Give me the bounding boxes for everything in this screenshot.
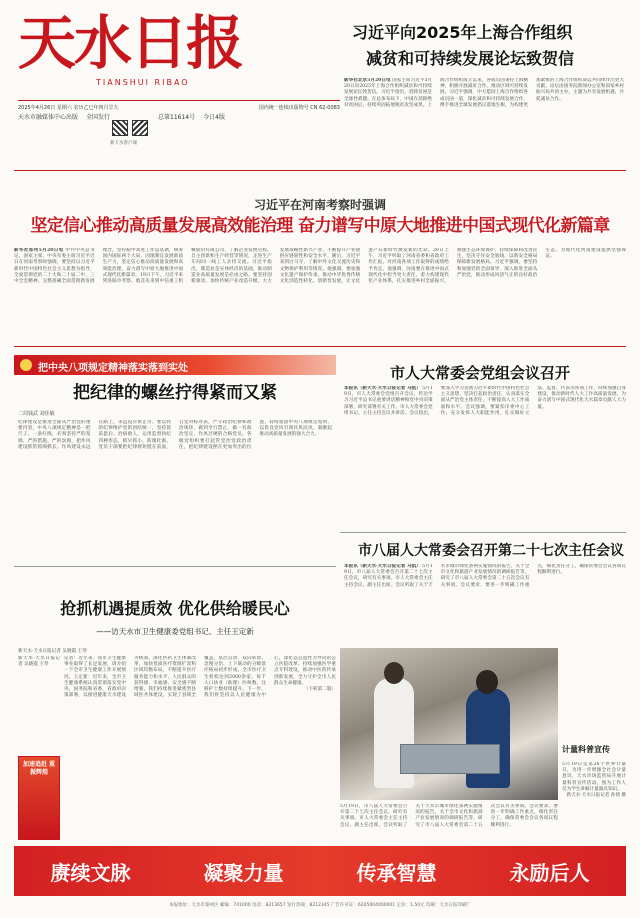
banner-headline: 把纪律的螺丝拧得紧而又紧 xyxy=(73,383,277,403)
left-promo-text: 加速追赶 重振辉煌 xyxy=(22,761,56,776)
cn-code: 国内统一连续出版物号 CN 62-0083 xyxy=(258,105,340,111)
issue-number: 总第11614号 xyxy=(158,114,196,121)
session-body xyxy=(344,564,626,646)
top-story-dateline: 新华社北京5月20日电 xyxy=(344,78,391,83)
slogan-item: 赓续文脉 xyxy=(50,860,131,885)
slogan-item: 凝聚力量 xyxy=(203,860,284,885)
health-body-left xyxy=(18,656,60,752)
top-story-headline xyxy=(352,22,622,70)
health-continued: （下转第二版） xyxy=(303,687,336,693)
slogan-item: 永励后人 xyxy=(509,860,590,885)
photo-caption-text: 5月19日是第26个世界计量日，为进一步增强全社会计量意识，天水市场监管局开展计量科普宣传活动。图为工作人员为学生讲解计量器具知识。 xyxy=(562,762,626,792)
health-text-left: 新天水·天水日报记者 吴晓霞 王琴 xyxy=(18,656,60,668)
session-text-continued: 5月19日，市八届人大常委会召开第二十七次主任会议，研究有关事项。市人大常委会主任主持会议，副主任出席。会议听取了关于天水市城市绿化条例实施情况的报告，关于全市文化和旅游产业发展情况的调研报告等，研究了市八届人大常委会第二十五次会议有关事项。会议要求，要进一步明确工作重点，细化责任分工，确保常委会会议各项议程顺利进行。 xyxy=(340,804,558,828)
banner-body: 纪律建设是推进全面从严治党的重要内容，中央八项规定精神是一把尺子、一条红线，必须坚持严的基调、严的措施、严的氛围，把作风建设抓常抓细抓长。作风建设永远在路上，永远没有休止符。要以铁的纪律维护党的团结统一，坚持惩前毖后、治病救人，运用监督执纪四种形态，抓早抓小、防微杜渐。党员干部要把纪律规矩挺在前面，自觉对标对表，严守政治纪律和政治规矩，做到令行禁止，做一名政治坚定、作风过硬的合格党员。各级党组织要扛起管党治党政治责任，把纪律建设摆在更加突出的位置，持续加固中央八项规定堤坝，以优良党风引领社风民风，凝聚起推动高质量发展的强大合力。 xyxy=(18,420,332,450)
session-text: 5月19日，市八届人大常委会召开第二十七次主任会议，研究有关事项。市人大常委会主任主持会议，副主任出席。会议听取了关于天水市城市绿化条例实施情况的报告，关于全市文化和旅游产业发展情况的调研报告等，研究了市八届人大常委会第二十五次会议有关事项。会议要求，要进一步明确工作重点，细化责任分工，确保常委会会议各项议程顺利进行。 xyxy=(344,564,626,588)
page-count: 今日4版 xyxy=(203,114,225,121)
photo-figure-person xyxy=(476,670,498,694)
masthead-pinyin: TIANSHUI RIBAO xyxy=(96,78,190,87)
standing-body xyxy=(344,386,626,528)
photo-caption-body xyxy=(562,762,626,838)
lead-text: 中共中央总书记、国家主席、中央军委主席习近平近日在河南考察时强调，要坚持以习近平新时代中国特色社会主义思想为指导，全面贯彻党的二十大和二十届二中、三中全会精神，完整准确全面贯彻新发展理念，坚持稳中求进工作总基调，统筹国内国际两个大局，因地制宜发展新质生产力，坚定信心推动高质量发展和高效能治理，奋力谱写中原大地推进中国式现代化新篇章。19日下午，习近平来到洛阳市考察。他首先来到中信重工机械股份有限公司，了解企业发展历程、自主创新和生产经营等情况，走进生产车间同一线工人亲切交流。习近平指出，制造业是实体经济的基础，推动制造业高质量发展是必由之路。要坚持创新驱动，加快传统产业改造升级，大力发展战略性新兴产业，不断提升产业链供应链韧性和安全水平。随后，习近平来到白马寺，了解中外文化交流历史和文物保护利用等情况。他强调，要加强文化遗产保护传承，推动中华优秀传统文化创造性转化、创新性发展，让文化遗产在新时代焕发新的光彩。20日上午，习近平听取了河南省委和省政府工作汇报，对河南各项工作取得的成绩给予肯定。他强调，河南要在推进中国式现代化中担当更大责任，着力构建现代化产业体系，扎实推进乡村全面振兴，加强生态环境保护，持续保障和改善民生，坚决守住安全底线，以新安全格局保障新发展格局。习近平强调，要坚持和加强党的全面领导，深入推进全面从严治党，推动形成风清气正的良好政治生态，为现代化河南建设提供坚强保证。 xyxy=(14,248,626,285)
banner-column: 二周钱武 刘佳敏 xyxy=(18,411,55,417)
photo-credit: 新天水·天水日报记者 孙倩 摄 xyxy=(566,793,626,799)
banner-strip xyxy=(14,355,336,375)
health-headline: 抢抓机遇提质效 优化供给暖民心 xyxy=(60,599,290,618)
party-emblem-icon xyxy=(20,359,32,371)
distribution: 全国发行 xyxy=(86,114,111,121)
health-text: 记者：近年来，我市卫生健康事业取得了长足发展，请介绍一下全市卫生健康工作开展情况。王定新：近年来，全市卫生健康系统认真贯彻落实党中央、国务院和省委、省政府决策部署，以推进健康天水建设为统领，深化医药卫生体制改革，加快优质医疗资源扩容和区域均衡布局，不断提升医疗服务能力和水平，人民群众的获得感、幸福感、安全感不断增强。我们持续推进紧密型县域医共体建设，实现了县域全覆盖，基层首诊、双向转诊、急慢分治、上下联动的分级诊疗格局初步形成。全市医疗卫生机构达到2000余家，每千人口执业（助理）医师数、注册护士数持续提升。下一步，我们将坚持以人民健康为中心，深化以公益性为导向的公立医院改革，持续加强医学重点专科建设，推动中医药传承创新发展，全力守护全市人民群众生命健康。 xyxy=(64,656,336,699)
top-story-title-line2: 减贫和可持续发展论坛致贺信 xyxy=(366,49,575,68)
masthead-dateline xyxy=(18,104,340,122)
issue-date: 2025年4月26日 星期六 农历乙巳年四月廿九 xyxy=(18,105,119,111)
health-byline: 新天水·天水日报记者 吴晓霞 王琴 xyxy=(18,649,87,654)
slogan-item: 传承智慧 xyxy=(356,860,437,885)
top-story-text: 国家主席习近平5月20日向2025年上海合作组织减贫和可持续发展论坛致贺信。习近平指出，消除贫困是全球性难题。在总体布局下，中国在消除绝对贫困后，持续巩固拓展脱贫攻坚成果。上海合作组织成立以来，各成员国秉持上海精神，积极开展减贫合作，推动区域可持续发展。习近平强调，中方愿同上海合作组织各成员国一道，深化减贫和可持续发展合作，携手推进全球发展倡议落地生根，为构建更加紧密的上海合作组织命运共同体作出更大贡献。论坛由国务院新闻办公室和国家乡村振兴局共同主办，主题为共享发展机遇，共促减贫合作。 xyxy=(344,78,624,108)
photo-equipment xyxy=(400,744,500,774)
qr-code xyxy=(132,120,148,136)
qr-code xyxy=(112,120,128,136)
publisher: 天水市融媒体中心出版 xyxy=(18,114,79,121)
lead-body xyxy=(14,248,626,338)
lead-dateline: 新华社郑州5月20日电 xyxy=(14,248,64,253)
top-story-body xyxy=(344,78,624,168)
standing-dateline: 本报讯（新天水·天水日报记者 马凯） xyxy=(344,386,421,391)
photo-side-text xyxy=(340,804,558,840)
site-label: 新天水客户端 xyxy=(110,141,137,146)
top-story-title-line1: 习近平向2025年上海合作组织 xyxy=(352,23,573,42)
photo-caption-title: 计量科普宣传 xyxy=(562,745,610,754)
health-body xyxy=(64,656,336,840)
footer-slogan-bar xyxy=(14,846,626,896)
standing-headline: 市人大常委会党组会议召开 xyxy=(390,364,571,382)
left-promo-box xyxy=(18,756,60,840)
lead-headline: 坚定信心推动高质量发展高效能治理 奋力谱写中原大地推进中国式现代化新篇章 xyxy=(30,216,610,236)
health-subhead: ——访天水市卫生健康委党组书记、主任王定新 xyxy=(96,627,254,636)
session-dateline: 本报讯（新天水·天水日报记者 马凯） xyxy=(344,564,421,569)
news-photo xyxy=(340,648,558,800)
standing-text: 5月19日，市人大常委会党组召开会议，传达学习习近平总书记重要讲话精神和党中央决策部署，研究部署有关工作。市人大常委会党组书记、主任主持会议并讲话。会议指出，要深入学习贯彻习近平新时代中国特色社会主义思想，坚决扛起政治责任，认真落实全面从严治党主体责任，不断提高人大工作质量和水平。会议强调，要紧扣市委中心工作，充分发挥人大职能作用，扎实做好立法、监督、代表等各项工作，持续加强自身建设，推动新时代人大工作高质量发展，为奋力谱写中国式现代化天水篇章贡献人大力量。 xyxy=(344,386,626,416)
session-headline: 市八届人大常委会召开第二十七次主任会议 xyxy=(358,543,624,559)
masthead-logo: 天水日报 xyxy=(18,9,243,77)
footer-info: 本报地址：天水市秦州区 邮编：741000 电话：8213657 发行热线：8212345 广告许可证：6205004000001 定价：1.50元 印刷：天水日报印刷厂 xyxy=(168,903,472,908)
banner-text: 把中央八项规定精神落实落到实处 xyxy=(38,363,188,374)
lead-kicker: 习近平在河南考察时强调 xyxy=(253,198,386,212)
photo-figure-person xyxy=(384,662,404,684)
